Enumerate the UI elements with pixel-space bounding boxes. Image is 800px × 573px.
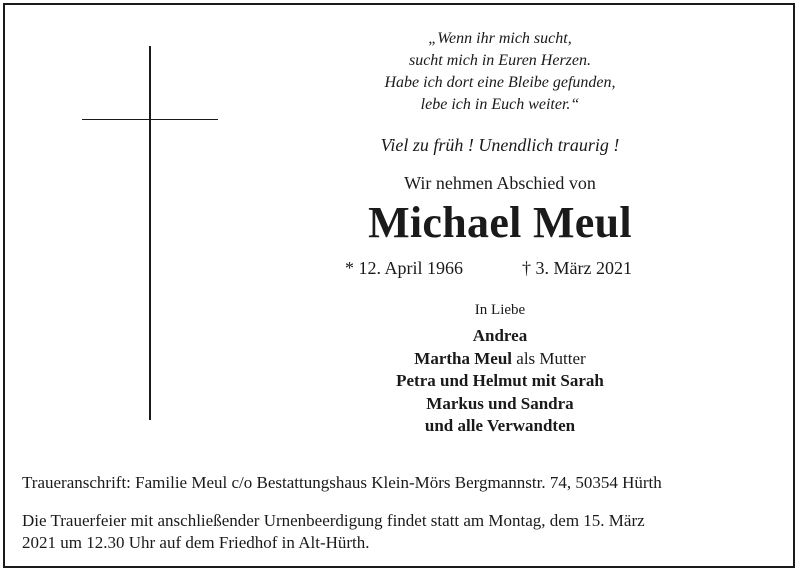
- poem-line: sucht mich in Euren Herzen.: [408, 52, 592, 69]
- mourner: Markus und Sandra: [426, 393, 574, 413]
- deceased-name: Michael Meul: [368, 198, 632, 247]
- mourners-list: [298, 325, 702, 438]
- cross-symbol-vertical: [149, 46, 151, 420]
- death-date: † 3. März 2021: [522, 258, 632, 278]
- poem: [298, 28, 702, 116]
- poem-line: lebe ich in Euch weiter.“: [420, 96, 580, 113]
- birth-date: * 12. April 1966: [345, 258, 464, 278]
- mourner: Petra und Helmut mit Sarah: [396, 371, 604, 390]
- ceremony-info: [22, 510, 792, 554]
- ceremony-line: Die Trauerfeier mit anschließender Urnenbeerdigung findet statt am Montag, dem 15. März: [22, 511, 645, 530]
- in-love-text: In Liebe: [474, 302, 526, 318]
- ceremony-line: 2021 um 12.30 Uhr auf dem Friedhof in Alt-Hürth.: [22, 533, 370, 552]
- intro-text: Wir nehmen Abschied von: [404, 173, 596, 193]
- mourning-address: Traueranschrift: Familie Meul c/o Bestattungshaus Klein-Mörs Bergmannstr. 74, 50354 Hürth: [22, 473, 662, 492]
- mourner: Martha Meul: [414, 348, 513, 368]
- mourner: Andrea: [472, 326, 528, 345]
- poem-line: Habe ich dort eine Bleibe gefunden,: [384, 74, 616, 91]
- poem-line: „Wenn ihr mich sucht,: [428, 30, 572, 47]
- mourner: und alle Verwandten: [424, 416, 576, 435]
- tagline: Viel zu früh ! Unendlich traurig !: [380, 135, 620, 155]
- mourner-relation: als Mutter: [512, 348, 586, 368]
- cross-symbol-horizontal: [82, 119, 218, 120]
